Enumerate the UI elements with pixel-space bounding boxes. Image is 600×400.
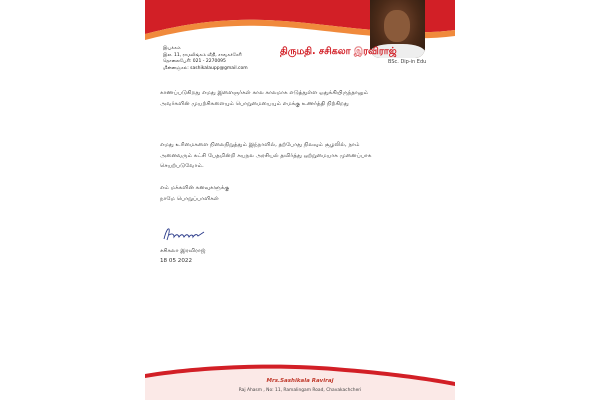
closing-line-2: நாமே பொறுப்பாளிகள்	[160, 195, 219, 202]
letter-closing	[160, 183, 385, 204]
footer-address: Raj Ahasm , No: 11, Ramalingam Road, Chavakachcheri	[238, 388, 362, 393]
letter-paragraph-2: எமது உரிமைகளை நிலைநிறுத்தும் இந்நாளில், தற்போது நிலவும் சூழலில், நாம் அனைவரும் கட்சி பேதமின்றி சுயநல அரசியல் தவிர்த்து ஒற்றுமையாக முனைப்பாக செயற்படுவோம்.	[160, 142, 372, 169]
footer-name: Mrs.Sashikala Raviraj	[266, 378, 334, 384]
signatory-name: சசிகலா இரவிராஜ்	[160, 248, 206, 254]
handwritten-signature	[160, 225, 220, 243]
contact-address: இல. 11, ராமலிங்கம் வீதி, சாவகச்சேரி	[163, 52, 242, 58]
closing-line-1: எம் மக்களின் கனவுகளுக்கு	[160, 185, 230, 191]
contact-line: இயக்கம்	[163, 46, 181, 51]
letter-paragraph-1: காணப்படுகிறது எமது இளைஞர்கள் கால காலமாக எடுத்துள்ள ஒதுக்கியிருந்தாலும் அவர்களின் முயற்சிகளையும் பொறுமையையும் எமக்கு உணர்த்தி நிற்கிறது	[160, 90, 369, 107]
letter-date: 18 05 2022	[160, 258, 193, 264]
sender-qualifications: BSc. Dip-in Edu	[388, 59, 427, 65]
sender-name: திருமதி. சசிகலா இரவிராஜ்	[280, 46, 397, 57]
letterhead-page	[145, 0, 455, 400]
contact-phone: தொலைபேசி: 021 - 2270095	[163, 59, 226, 65]
contact-email: மின்னஞ்சல்: sashikalaupp@gmail.com	[163, 65, 248, 71]
